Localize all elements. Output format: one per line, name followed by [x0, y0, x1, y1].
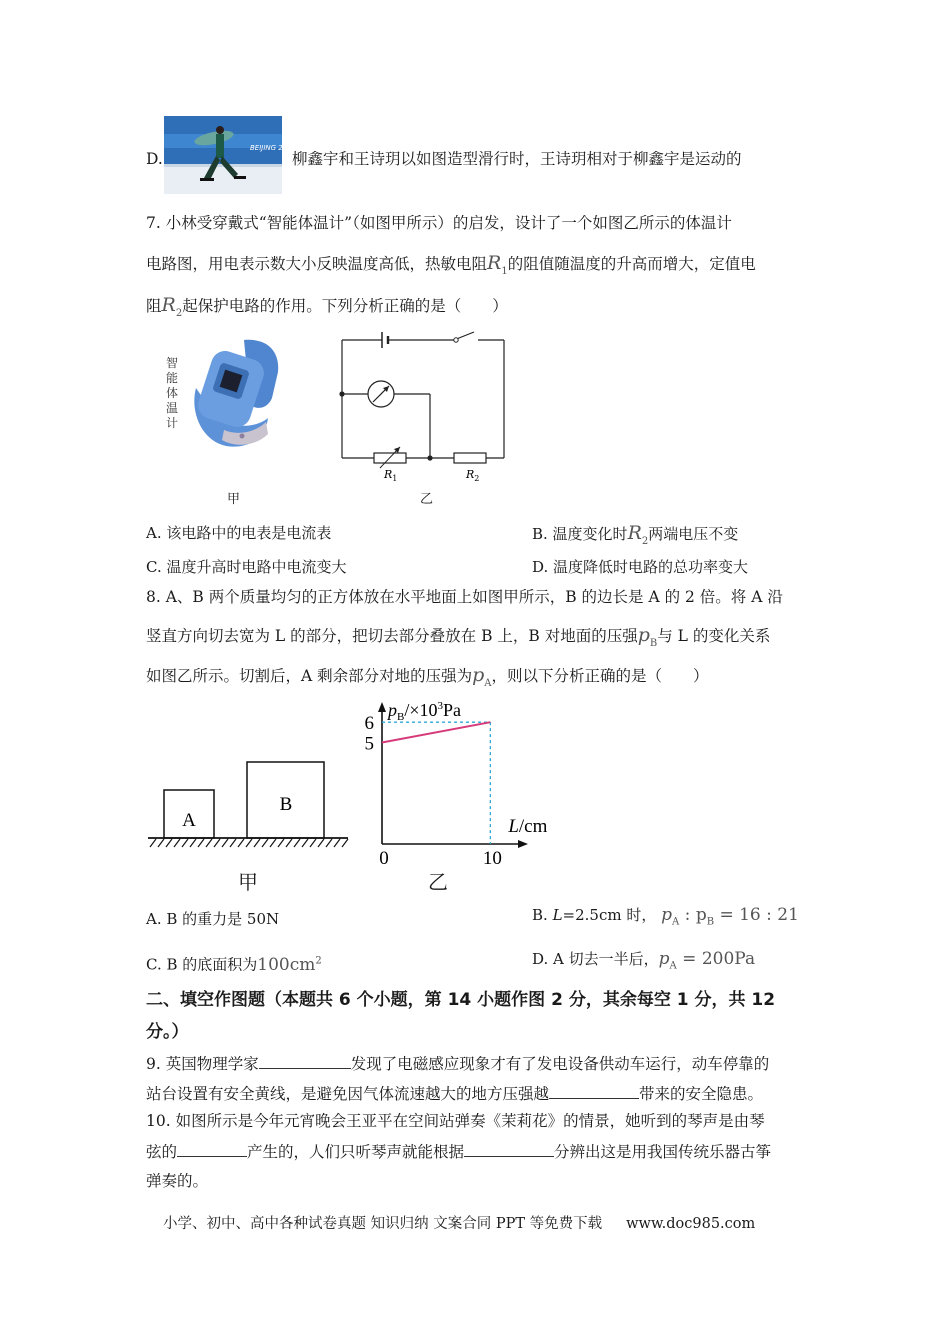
- skating-photo: [164, 116, 297, 194]
- q8-option-d[interactable]: [532, 948, 755, 977]
- footer-text: 小学、初中、高中各种试卷真题 知识归纳 文案合同 PPT 等免费下载: [163, 1216, 603, 1232]
- expr-value: = 16 : 21: [714, 905, 799, 925]
- q8-option-d-expr: [658, 949, 756, 972]
- y-axis-arrow: [378, 702, 386, 712]
- hatch-mark: [166, 839, 172, 847]
- q9-line2-b: 带来的安全隐患。: [639, 1085, 764, 1103]
- r2-resistor: [454, 453, 486, 463]
- q8-option-c-text: C. B 的底面积为: [146, 955, 258, 974]
- q7-stem-line2-a: 电路图，用电表示数大小反映温度高低，热敏电阻: [146, 255, 488, 273]
- q10-line1: 10. 如图所示是今年元宵晚会王亚平在空间站弹奏《茉莉花》的情景，她听到的琴声是由琴: [146, 1112, 765, 1130]
- hatch-mark: [278, 839, 284, 847]
- expr-sub: A: [669, 960, 677, 972]
- pb-symbol: [637, 624, 658, 649]
- pb-symbol-sub: B: [649, 637, 658, 649]
- hatch-mark: [246, 839, 252, 847]
- q7-option-d[interactable]: D. 温度降低时电路的总功率变大: [532, 558, 749, 576]
- blocks-figure: [144, 756, 352, 852]
- block-b-label: B: [279, 794, 293, 815]
- figure-jia-label: 甲: [227, 492, 241, 507]
- hatch-mark: [238, 839, 244, 847]
- hatch-mark: [262, 839, 268, 847]
- y-axis-label: $p_B/\times 10^3Pa$: [388, 700, 461, 723]
- series-line: [382, 722, 490, 742]
- hatch-mark: [158, 839, 164, 847]
- r2-symbol: [627, 522, 649, 547]
- ground-hatching: [150, 839, 348, 847]
- hatch-mark: [190, 839, 196, 847]
- q10-line2-b: 产生的，人们只听琴声就能根据: [247, 1143, 465, 1161]
- area-value: 100cm: [257, 954, 316, 975]
- skating-photo-illustration: [164, 116, 297, 194]
- hatch-mark: [150, 839, 156, 847]
- expr-p: p: [658, 949, 670, 969]
- r1-symbol-letter: R: [487, 252, 502, 274]
- r2-symbol-sub: 2: [641, 535, 649, 547]
- q10-line2-c: 分辨出这是用我国传统乐器古筝: [554, 1143, 772, 1161]
- device-label-char: 计: [166, 416, 179, 430]
- q7-option-b[interactable]: [532, 522, 738, 553]
- y-tick-label: 6: [364, 713, 374, 735]
- q8-stem-line2-b: 与 L 的变化关系: [657, 627, 771, 645]
- hatch-mark: [270, 839, 276, 847]
- q10-line3: 弹奏的。: [146, 1172, 209, 1190]
- q7-option-a[interactable]: A. 该电路中的电表是电流表: [146, 524, 332, 542]
- x-tick-label: 10: [482, 848, 502, 869]
- answer-blank[interactable]: [259, 1052, 351, 1069]
- hatch-mark: [254, 839, 260, 847]
- pa-symbol: [472, 664, 492, 689]
- q8-stem-line3-a: 如图乙所示。切割后，A 剩余部分对地的压强为: [146, 667, 473, 685]
- hatch-mark: [334, 839, 340, 847]
- x-tick-label: 0: [379, 848, 389, 869]
- device-label-char: 能: [166, 371, 179, 385]
- q7-stem-line3-a: 阻: [146, 297, 162, 315]
- device-label-char: 温: [166, 401, 179, 415]
- expr-p: p: [661, 905, 673, 925]
- r2-symbol: [161, 294, 183, 319]
- q7-stem-line3-b: 起保护电路的作用。下列分析正确的是（ ）: [182, 297, 508, 315]
- q8-option-b-expr: [661, 905, 799, 928]
- hatch-mark: [214, 839, 220, 847]
- circuit-diagram: [330, 326, 516, 488]
- expr-value: = 200Pa: [676, 949, 756, 969]
- figure-jia-label: 甲: [238, 870, 258, 894]
- r1-label: $R_1$: [384, 468, 398, 483]
- q10-line2: [146, 1140, 771, 1163]
- pressure-chart: [354, 696, 548, 869]
- q7-stem-line1: 7. 小林受穿戴式“智能体温计”（如图甲所示）的启发，设计了一个如图乙所示的体温计: [146, 214, 732, 232]
- junction-node: [427, 455, 432, 460]
- page-footer: [163, 1212, 755, 1233]
- pa-symbol-sub: A: [484, 677, 492, 689]
- hatch-mark: [206, 839, 212, 847]
- expr-sub: A: [672, 916, 680, 928]
- junction-node: [339, 391, 344, 396]
- q7-stem-line2: [146, 252, 756, 283]
- q8-stem-line2: [146, 624, 770, 655]
- expr-sub: B: [706, 916, 715, 928]
- y-tick-label: 5: [364, 733, 374, 755]
- q10-line2-a: 弦的: [146, 1143, 178, 1161]
- hatch-mark: [174, 839, 180, 847]
- device-label-char: 智: [166, 356, 179, 370]
- switch-contact: [454, 338, 458, 342]
- hatch-mark: [318, 839, 324, 847]
- hatch-mark: [310, 839, 316, 847]
- expr-ratio: : p: [679, 905, 707, 925]
- hatch-mark: [182, 839, 188, 847]
- q6-option-d-text: 柳鑫宇和王诗玥以如图造型滑行时，王诗玥相对于柳鑫宇是运动的: [292, 150, 742, 168]
- device-label: [166, 356, 182, 431]
- q7-stem-line3: [146, 294, 508, 325]
- hatch-mark: [286, 839, 292, 847]
- section-2-title-line2: 分。）: [146, 1022, 189, 1042]
- r2-label: $R_2$: [466, 468, 480, 483]
- pa-symbol-letter: p: [472, 664, 485, 686]
- r1-symbol: [487, 252, 508, 277]
- hatch-mark: [342, 839, 348, 847]
- hatch-mark: [230, 839, 236, 847]
- pb-symbol-letter: p: [637, 624, 650, 646]
- q8-option-c[interactable]: [146, 950, 322, 976]
- r1-symbol-sub: 1: [501, 265, 508, 277]
- q8-stem-line1: 8. A、B 两个质量均匀的正方体放在水平地面上如图甲所示，B 的边长是 A 的 2 倍。将 A 沿: [146, 588, 783, 606]
- q8-option-b-l: L: [552, 906, 563, 924]
- q8-option-c-value: [257, 955, 321, 975]
- device-label-char: 体: [166, 386, 179, 400]
- q8-option-b-text: =2.5cm 时，: [562, 906, 657, 924]
- figure-yi-label: 乙: [428, 870, 448, 894]
- q7-option-c[interactable]: C. 温度升高时电路中电流变大: [146, 558, 347, 576]
- answer-blank[interactable]: [549, 1082, 639, 1099]
- hatch-mark: [326, 839, 332, 847]
- q7-stem-line2-b: 的阻值随温度的升高而增大，定值电: [507, 255, 756, 273]
- hatch-mark: [198, 839, 204, 847]
- hatch-mark: [222, 839, 228, 847]
- r2-symbol-sub: 2: [175, 307, 183, 319]
- q9-line2-a: 站台设置有安全黄线，是避免因气体流速越大的地方压强越: [146, 1085, 550, 1103]
- q6-option-d: [146, 148, 163, 170]
- r2-symbol-letter: R: [627, 522, 642, 544]
- q8-option-b-letter: B.: [532, 906, 548, 924]
- option-letter: D.: [146, 150, 163, 168]
- answer-blank[interactable]: [177, 1140, 247, 1157]
- q8-stem-line2-a: 竖直方向切去宽为 L 的部分，把切去部分叠放在 B 上，B 对地面的压强: [146, 627, 638, 645]
- section-2-title-line1: 二、填空作图题（本题共 6 个小题，第 14 小题作图 2 分，其余每空 1 分，共 12: [146, 990, 776, 1010]
- answer-blank[interactable]: [464, 1140, 554, 1157]
- hatch-mark: [294, 839, 300, 847]
- hatch-mark: [302, 839, 308, 847]
- q7-option-b-a: B. 温度变化时: [532, 525, 628, 543]
- q8-option-b[interactable]: [532, 904, 799, 933]
- q8-stem-line3-b: ，则以下分析正确的是（ ）: [491, 667, 709, 685]
- figure-yi-label: 乙: [420, 492, 434, 507]
- block-a-label: A: [182, 810, 196, 831]
- q9-line1: [146, 1052, 769, 1075]
- x-axis-label: L/cm: [508, 816, 548, 837]
- q8-option-a[interactable]: A. B 的重力是 50N: [146, 910, 280, 928]
- footer-link[interactable]: www.doc985.com: [626, 1216, 756, 1232]
- smart-thermometer-image: [186, 336, 282, 454]
- x-axis-arrow: [518, 840, 528, 848]
- q7-option-b-b: 两端电压不变: [648, 525, 739, 543]
- r2-symbol-letter: R: [161, 294, 176, 316]
- q9-line1-b: 发现了电磁感应现象才有了发电设备供动车运行，动车停靠的: [350, 1055, 770, 1073]
- photo-caption: BEIJING 2022: [250, 144, 297, 152]
- q8-option-d-text: D. A 切去一半后，: [532, 950, 659, 968]
- q8-stem-line3: [146, 664, 709, 695]
- q9-line2: [146, 1082, 763, 1105]
- area-sup: 2: [315, 955, 322, 966]
- q9-line1-a: 9. 英国物理学家: [146, 1055, 259, 1073]
